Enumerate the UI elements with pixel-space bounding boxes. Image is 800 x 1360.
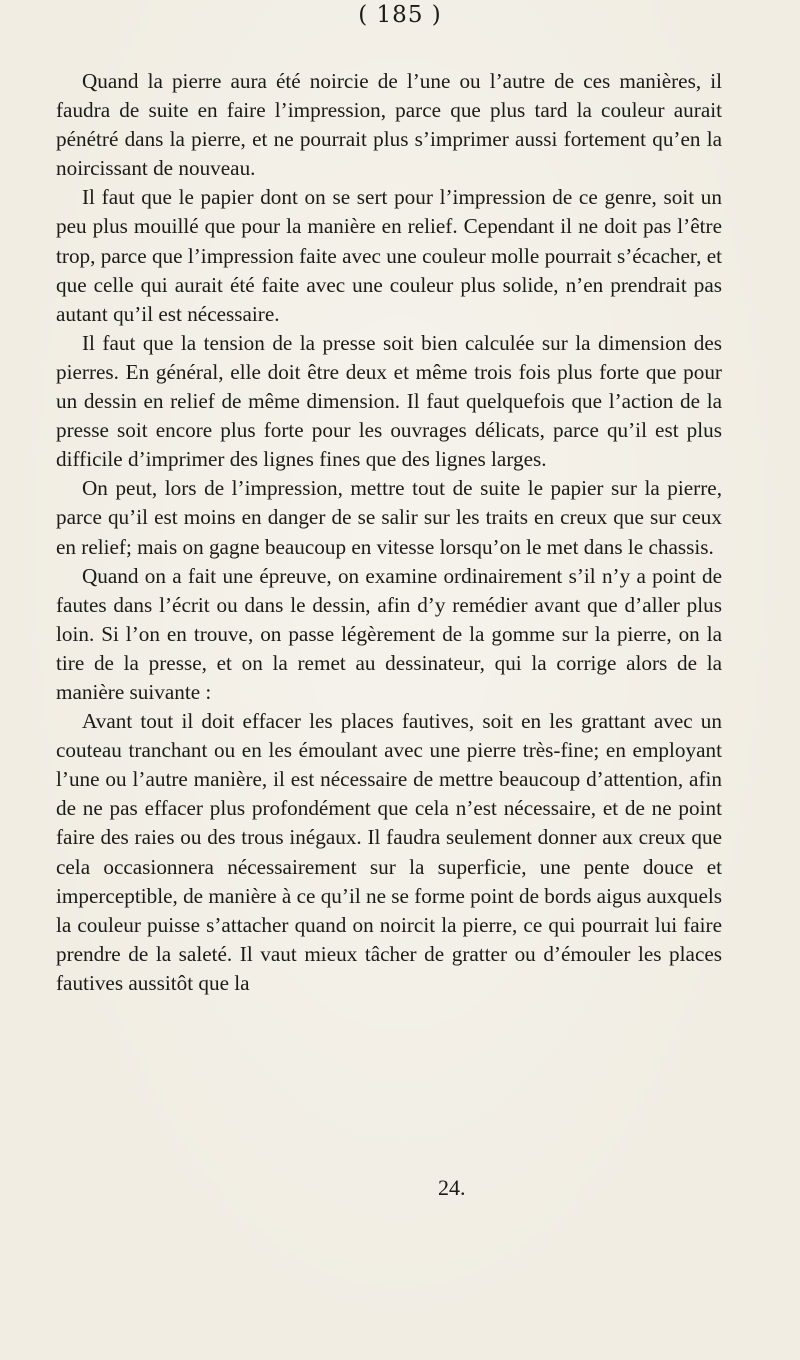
paragraph: On peut, lors de l’impression, mettre tout de suite le papier sur la pierre, parce qu’il est moins en danger de se salir sur les traits en creux que sur ceux en relief; mais on gagne beaucoup en vitesse lorsqu’on le met dans le chassis. [56, 476, 722, 559]
signature-mark: 24. [438, 1175, 466, 1200]
paragraph: Il faut que la tension de la presse soit bien calculée sur la dimension des pierres. En général, elle doit être deux et même trois fois plus forte que pour un dessin en relief de même dimension. Il faut quelquefois que l’action de la presse soit encore plus forte pour les ouvrages délicats, parce qu’il est plus difficile d’imprimer des lignes fines que des lignes larges. [56, 330, 722, 472]
page-number: ( 185 ) [358, 2, 442, 28]
body-text [56, 67, 722, 998]
paragraph: Il faut que le papier dont on se sert pour l’impression de ce genre, soit un peu plus mouillé que pour la manière en relief. Cependant il ne doit pas l’être trop, parce que l’impression faite avec une couleur molle pourrait s’écacher, et que celle qui aurait été faite avec une couleur plus solide, n’en prendrait pas autant qu’il est nécessaire. [56, 185, 722, 326]
paragraph: Quand on a fait une épreuve, on examine ordinairement s’il n’y a point de fautes dans l’écrit ou dans le dessin, afin d’y remédier avant que d’aller plus loin. Si l’on en trouve, on passe légèrement de la gomme sur la pierre, on la tire de la presse, et on la remet au dessinateur, qui la corrige alors de la manière suivante : [56, 563, 722, 704]
paragraph: Avant tout il doit effacer les places fautives, soit en les grattant avec un couteau tranchant ou en les émoulant avec une pierre très-fine; en employant l’une ou l’autre manière, il est nécessaire de mettre beaucoup d’attention, afin de ne pas effacer plus profondément que cela n’est nécessaire, et de ne point faire des raies ou des trous inégaux. Il faudra seulement donner aux creux que cela occasionnera nécessairement sur la superficie, une pente douce et imperceptible, de manière à ce qu’il ne se forme point de bords aigus auxquels la couleur puisse s’attacher quand on noircit la pierre, ce qui pourrait lui faire prendre de la saleté. Il vaut mieux tâcher de gratter ou d’émouler les places fautives aussitôt que la [56, 709, 722, 995]
paragraph: Quand la pierre aura été noircie de l’une ou l’autre de ces manières, il faudra de suite en faire l’impression, parce que plus tard la couleur aurait pénétré dans la pierre, et ne pourrait plus s’imprimer aussi fortement qu’en la noircissant de nouveau. [56, 69, 722, 181]
